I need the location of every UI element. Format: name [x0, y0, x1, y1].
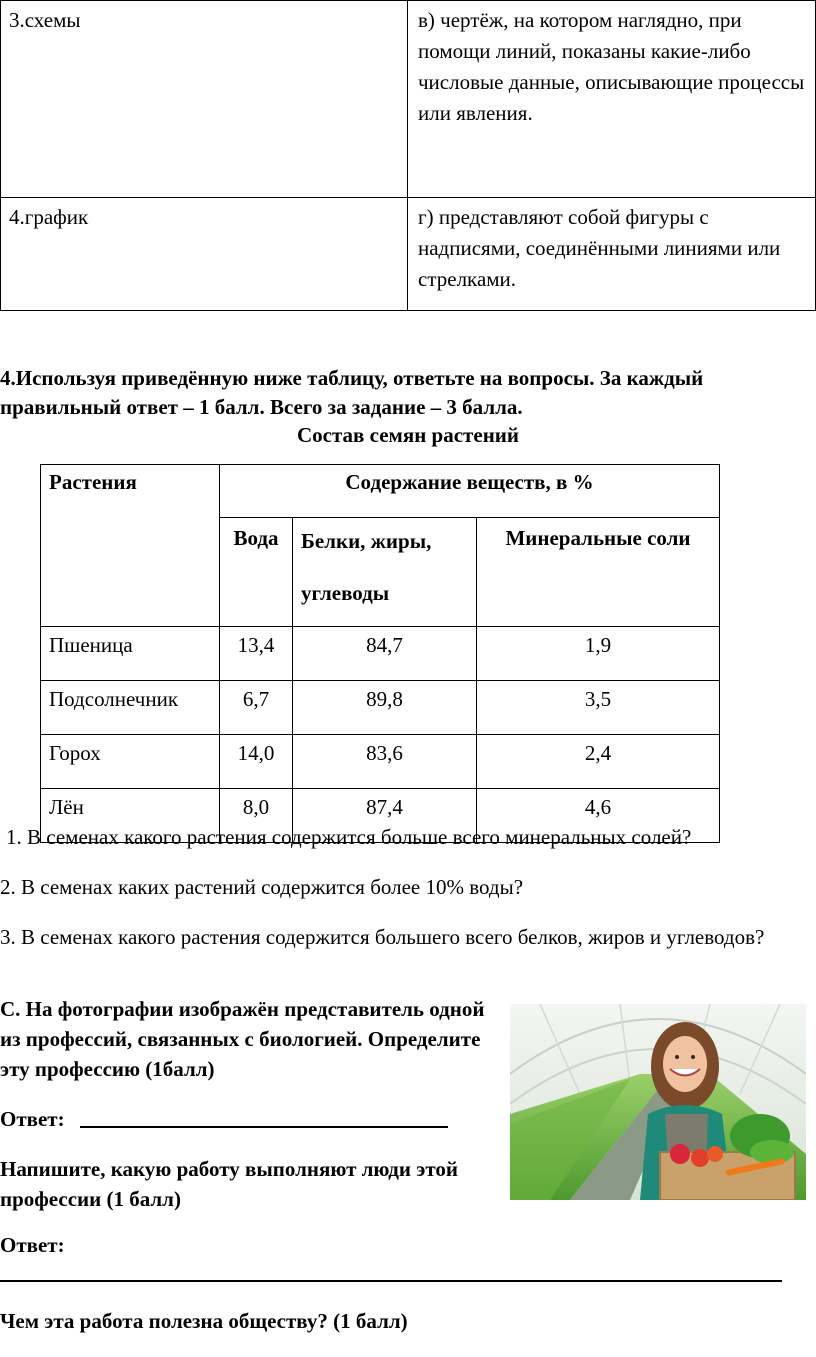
header-organic-line2: углеводы	[301, 581, 390, 605]
cell-organic: 87,4	[293, 789, 477, 843]
greenhouse-worker-photo	[510, 1004, 806, 1200]
question-3: 3. В семенах какого растения содержится большего всего белков, жиров и углеводов?	[0, 925, 765, 949]
seed-composition-table	[40, 464, 720, 843]
taskc-prompt-3: Чем эта работа полезна обществу? (1 балл)	[0, 1309, 408, 1333]
cell-water: 14,0	[220, 735, 293, 789]
cell-organic: 84,7	[293, 627, 477, 681]
matching-table	[0, 0, 816, 311]
cell-plant: Подсолнечник	[41, 681, 220, 735]
table-row	[41, 681, 720, 735]
cell-minerals: 4,6	[477, 789, 720, 843]
table-row	[41, 735, 720, 789]
matching-row	[1, 198, 816, 311]
cell-plant: Пшеница	[41, 627, 220, 681]
cell-plant: Лён	[41, 789, 220, 843]
header-water: Вода	[220, 518, 293, 627]
answer-label-2: Ответ:	[0, 1233, 65, 1257]
taskc-prompt-2: Напишите, какую работу выполняют люди этой профессии (1 балл)	[0, 1157, 458, 1211]
table-header-row	[41, 465, 720, 518]
matching-definition: г) представляют собой фигуры с надписями, соединёнными линиями или стрелками.	[408, 198, 816, 311]
header-minerals: Минеральные соли	[477, 518, 720, 627]
cell-minerals: 1,9	[477, 627, 720, 681]
header-organic-line1: Белки, жиры,	[301, 529, 432, 553]
cell-organic: 83,6	[293, 735, 477, 789]
table-row	[41, 627, 720, 681]
cell-minerals: 2,4	[477, 735, 720, 789]
answer-line-2[interactable]	[0, 1280, 782, 1282]
cell-water: 8,0	[220, 789, 293, 843]
cell-minerals: 3,5	[477, 681, 720, 735]
header-plants: Растения	[41, 465, 220, 627]
header-organic	[293, 518, 477, 627]
matching-term: 4.график	[1, 198, 408, 311]
cell-water: 13,4	[220, 627, 293, 681]
matching-definition: в) чертёж, на котором наглядно, при помощи линий, показаны какие-либо числовые данные, описывающие процессы или явления.	[408, 1, 816, 198]
cell-organic: 89,8	[293, 681, 477, 735]
answer-label-1: Ответ:	[0, 1107, 65, 1131]
matching-term: 3.схемы	[1, 1, 408, 198]
cell-plant: Горох	[41, 735, 220, 789]
question-1: 1. В семенах какого растения содержится больше всего минеральных солей?	[6, 825, 692, 849]
matching-row	[1, 1, 816, 198]
table-caption: Состав семян растений	[297, 423, 519, 447]
answer-line-1[interactable]	[80, 1126, 448, 1128]
taskc-prompt: С. На фотографии изображён представитель одной из профессий, связанных с биологией. Определите эту профессию (1балл)	[0, 997, 485, 1081]
question-2: 2. В семенах каких растений содержится более 10% воды?	[0, 875, 524, 899]
header-content: Содержание веществ, в %	[220, 465, 720, 518]
task4-title: 4.Используя приведённую ниже таблицу, ответьте на вопросы. За каждый правильный ответ – 1 балл. Всего за задание – 3 балла.	[0, 366, 704, 419]
photo-illustration	[510, 1004, 806, 1200]
cell-water: 6,7	[220, 681, 293, 735]
